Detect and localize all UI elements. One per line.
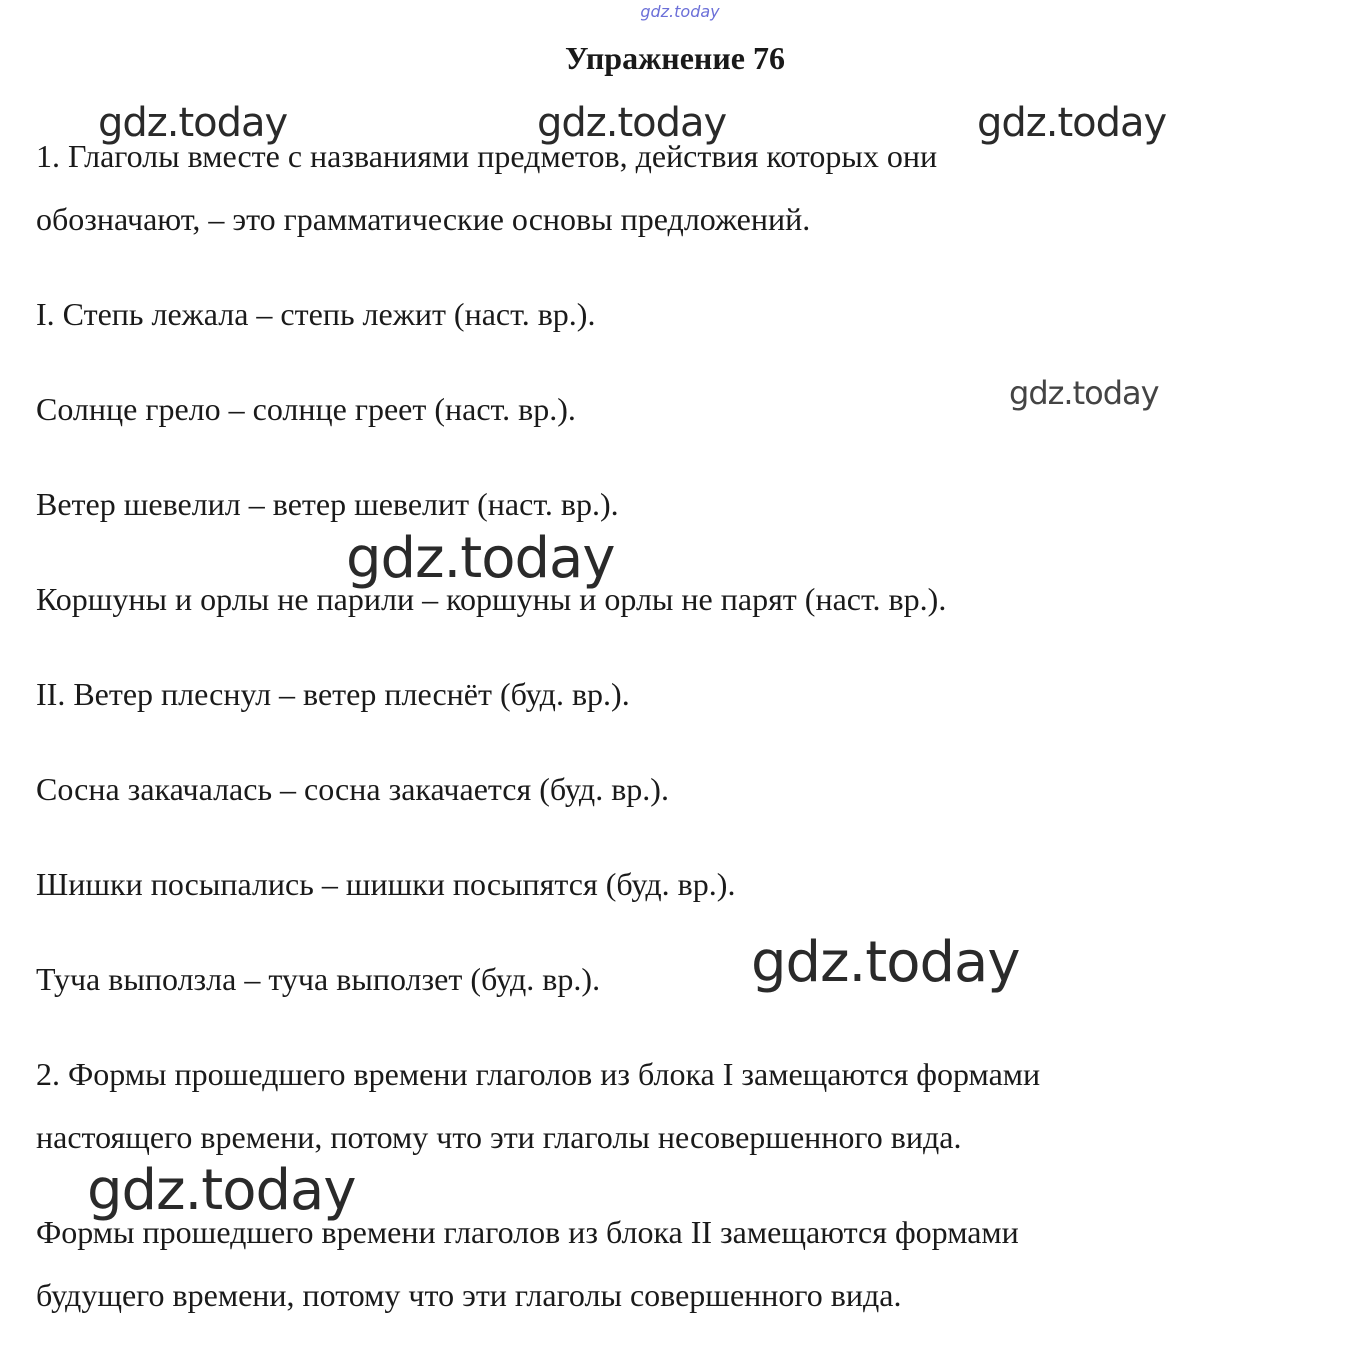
top-watermark: gdz.today xyxy=(640,2,720,21)
watermark: gdz.today xyxy=(346,526,615,591)
watermark: gdz.today xyxy=(977,100,1167,146)
answer-line: II. Ветер плеснул – ветер плеснёт (буд. вр.). xyxy=(36,676,630,712)
answer-line: будущего времени, потому что эти глаголы совершенного вида. xyxy=(36,1277,902,1313)
answer-line: 1. Глаголы вместе с названиями предметов, действия которых они xyxy=(36,138,938,174)
answer-line: I. Степь лежала – степь лежит (наст. вр.). xyxy=(36,296,596,332)
answer-line: Сосна закачалась – сосна закачается (буд. вр.). xyxy=(36,771,669,807)
answer-line: Ветер шевелил – ветер шевелит (наст. вр.). xyxy=(36,486,619,522)
watermark: gdz.today xyxy=(537,100,727,146)
watermark: gdz.today xyxy=(87,1158,356,1223)
answer-line: Коршуны и орлы не парили – коршуны и орлы не парят (наст. вр.). xyxy=(36,581,947,617)
answer-line: настоящего времени, потому что эти глаголы несовершенного вида. xyxy=(36,1119,962,1155)
answer-line: Формы прошедшего времени глаголов из блока II замещаются формами xyxy=(36,1214,1019,1250)
answer-line: Солнце грело – солнце греет (наст. вр.). xyxy=(36,391,576,427)
answer-line: Туча выползла – туча выползет (буд. вр.). xyxy=(36,961,601,997)
watermark: gdz.today xyxy=(751,930,1020,995)
answer-line: Шишки посыпались – шишки посыпятся (буд. вр.). xyxy=(36,866,736,902)
page-title: Упражнение 76 xyxy=(564,40,785,76)
watermark: gdz.today xyxy=(98,100,288,146)
answer-line: 2. Формы прошедшего времени глаголов из блока I замещаются формами xyxy=(36,1056,1041,1092)
answer-line: обозначают, – это грамматические основы предложений. xyxy=(36,201,811,237)
watermark: gdz.today xyxy=(1009,374,1159,412)
